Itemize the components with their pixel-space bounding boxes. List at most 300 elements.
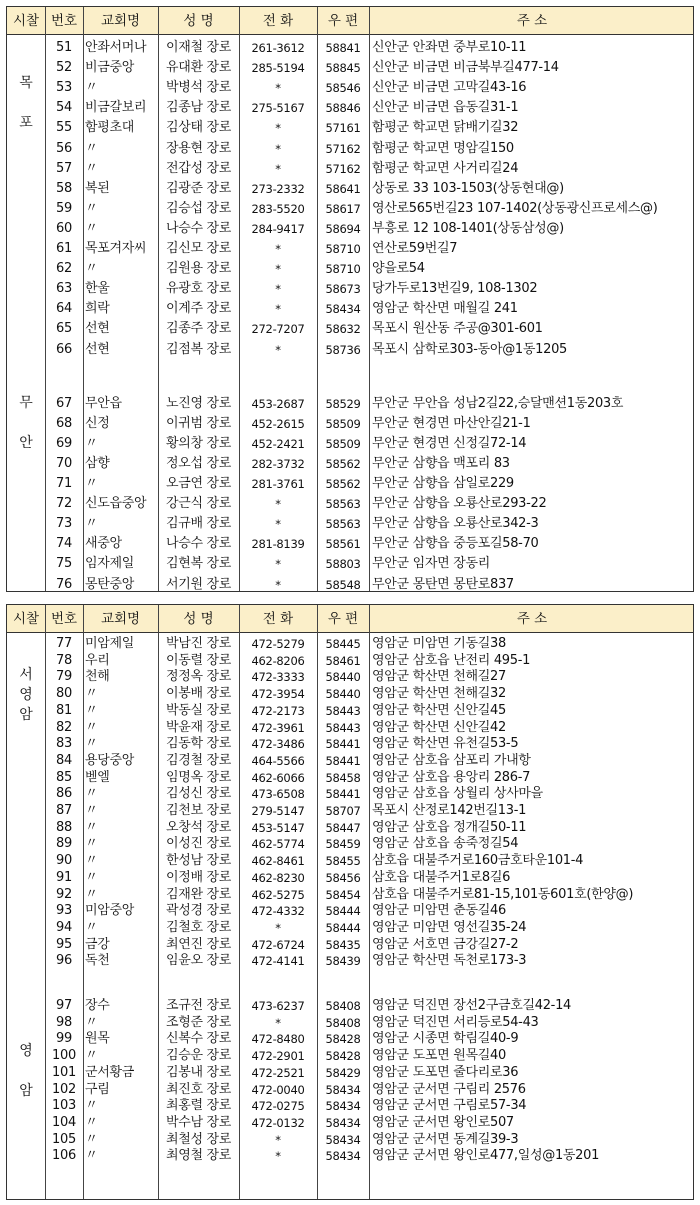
header-zip: 우 편 — [327, 611, 359, 627]
address: 무안군 현경면 마산안길21-1 — [372, 415, 531, 431]
table-row — [7, 903, 693, 920]
header-name: 성 명 — [183, 13, 214, 29]
address: 영암군 도포면 원목길40 — [372, 1048, 506, 1064]
elder-name: 박남진 장로 — [165, 636, 232, 651]
row-number: 84 — [56, 752, 72, 768]
header-name: 성 명 — [183, 611, 214, 627]
table-row — [7, 1065, 693, 1082]
zip-code: 58803 — [325, 557, 361, 572]
zip-code: 58563 — [325, 517, 361, 532]
row-number: 90 — [56, 853, 72, 869]
zip-code: 58641 — [325, 181, 361, 196]
table-row — [7, 786, 693, 803]
phone-number: 472-3961 — [251, 720, 305, 735]
table-header — [7, 605, 693, 633]
row-number: 99 — [56, 1031, 72, 1047]
elder-name: 정오섭 장로 — [165, 455, 232, 471]
table-row — [7, 887, 693, 904]
table-row — [7, 514, 693, 534]
zip-code: 58434 — [325, 1099, 361, 1114]
table-row — [7, 454, 693, 474]
row-number: 98 — [56, 1014, 72, 1030]
address: 영암군 학산면 독천로173-3 — [372, 953, 527, 969]
phone-number: * — [275, 577, 281, 592]
elder-name: 최진호 장로 — [165, 1081, 232, 1097]
row-number: 93 — [56, 903, 72, 919]
address: 목포시 원산동 주공@301-601 — [372, 321, 543, 337]
elder-name: 유대환 장로 — [165, 60, 232, 76]
elder-name: 김동학 장로 — [165, 736, 232, 752]
row-number: 64 — [56, 301, 72, 317]
church-name: 〃 — [85, 160, 98, 176]
row-number: 88 — [56, 819, 72, 835]
elder-name: 나승수 장로 — [165, 220, 232, 236]
church-name: 〃 — [85, 786, 98, 802]
zip-code: 58736 — [325, 342, 361, 357]
church-name: 〃 — [85, 200, 98, 216]
row-number: 57 — [56, 160, 72, 176]
church-name: 〃 — [85, 1098, 98, 1114]
zip-code: 58458 — [325, 770, 361, 785]
church-name: 〃 — [85, 719, 98, 735]
zip-code: 58707 — [325, 804, 361, 818]
row-number: 97 — [56, 998, 72, 1013]
table-row — [7, 159, 693, 179]
table-row — [7, 1082, 693, 1099]
row-number: 105 — [52, 1131, 76, 1147]
region-label: 암 — [19, 707, 33, 723]
table-row — [7, 1148, 693, 1165]
address: 영암군 학산면 신안길45 — [372, 702, 506, 718]
phone-number: 472-2901 — [251, 1049, 305, 1064]
zip-code: 58444 — [325, 920, 361, 935]
elder-name: 조형준 장로 — [165, 1014, 232, 1030]
zip-code: 58441 — [325, 787, 361, 802]
table-row — [7, 98, 693, 118]
directory-table-1 — [6, 6, 694, 592]
church-name: 벧엘 — [85, 769, 110, 785]
row-number: 54 — [56, 100, 72, 116]
zip-code: 58694 — [325, 221, 361, 236]
address: 무안군 몽탄면 몽탄로837 — [372, 576, 514, 592]
elder-name: 장용현 장로 — [165, 140, 232, 156]
address: 무안군 삼향읍 맥포리 83 — [372, 455, 510, 471]
church-name: 〃 — [85, 869, 98, 885]
row-number: 85 — [56, 769, 72, 785]
elder-name: 임윤오 장로 — [165, 953, 232, 969]
church-name: 〃 — [85, 1048, 98, 1064]
phone-number: 472-2173 — [251, 703, 305, 718]
church-name: 용당중앙 — [85, 752, 135, 768]
phone-number: 462-8461 — [251, 854, 305, 869]
table-row — [7, 38, 693, 58]
phone-number: 281-3761 — [251, 477, 305, 491]
zip-code: 58509 — [325, 436, 361, 451]
phone-number: 279-5147 — [251, 804, 305, 818]
row-number: 91 — [56, 869, 72, 885]
church-name: 〃 — [85, 686, 98, 702]
elder-name: 황의창 장로 — [165, 435, 232, 451]
zip-code: 58434 — [325, 1082, 361, 1097]
church-name: 〃 — [85, 736, 98, 752]
table-row — [7, 575, 693, 593]
church-name: 한울 — [85, 281, 110, 297]
table-row — [7, 870, 693, 887]
zip-code: 58562 — [325, 477, 361, 491]
table-row — [7, 58, 693, 78]
zip-code: 58456 — [325, 870, 361, 885]
church-name: 〃 — [85, 1148, 98, 1164]
zip-code: 58435 — [325, 937, 361, 952]
phone-number: 464-5566 — [251, 753, 305, 768]
church-name: 장수 — [85, 998, 110, 1013]
table-row — [7, 998, 693, 1015]
phone-number: 462-5774 — [251, 837, 305, 852]
address: 삼호읍 대불주거1로8길6 — [372, 869, 511, 885]
phone-number: * — [275, 1132, 281, 1147]
row-number: 59 — [56, 200, 72, 216]
zip-code: 58434 — [325, 1115, 361, 1130]
table-row — [7, 836, 693, 853]
phone-number: 285-5194 — [251, 61, 305, 76]
row-number: 96 — [56, 953, 72, 969]
address: 영암군 삼호읍 난전리 495-1 — [372, 652, 531, 668]
table-row — [7, 299, 693, 319]
address: 함평군 학교면 명암길150 — [372, 140, 514, 156]
directory-table-2 — [6, 604, 694, 1200]
church-name: 복된 — [85, 180, 110, 196]
elder-name: 김광준 장로 — [165, 180, 232, 196]
elder-name: 박병석 장로 — [165, 80, 232, 96]
zip-code: 58563 — [325, 497, 361, 512]
zip-code: 58841 — [325, 41, 361, 55]
table-row — [7, 78, 693, 98]
region-label: 영 — [19, 687, 33, 703]
table-row — [7, 686, 693, 703]
zip-code: 58434 — [325, 302, 361, 317]
row-number: 75 — [56, 556, 72, 572]
address: 영암군 서호면 금강길27-2 — [372, 936, 519, 952]
address: 당가두로13번길9, 108-1302 — [372, 281, 538, 297]
zip-code: 58443 — [325, 703, 361, 718]
church-name: 임자제일 — [85, 556, 135, 572]
address: 영암군 삼호읍 삼포리 가내항 — [372, 752, 531, 768]
phone-number: 452-2421 — [251, 436, 305, 451]
elder-name: 김경철 장로 — [165, 752, 232, 768]
church-name: 〃 — [85, 836, 98, 852]
church-name: 〃 — [85, 140, 98, 156]
row-number: 65 — [56, 321, 72, 337]
address: 영암군 삼호읍 상월리 상사마을 — [372, 786, 543, 802]
phone-number: 284-9417 — [251, 221, 305, 236]
address: 무안군 무안읍 성남2길22,승달맨션1동203호 — [372, 395, 624, 411]
phone-number: 282-3732 — [251, 456, 305, 471]
table-row — [7, 554, 693, 574]
phone-number: * — [275, 497, 281, 512]
table-row — [7, 853, 693, 870]
zip-code: 58434 — [325, 1149, 361, 1164]
zip-code: 58845 — [325, 61, 361, 76]
zip-code: 58561 — [325, 537, 361, 552]
row-number: 55 — [56, 120, 72, 136]
church-name: 〃 — [85, 476, 98, 491]
phone-number: 472-8480 — [251, 1032, 305, 1047]
row-number: 80 — [56, 686, 72, 702]
church-name: 천해 — [85, 669, 110, 685]
address: 영암군 군서면 구림리 2576 — [372, 1081, 526, 1097]
zip-code: 58529 — [325, 396, 361, 411]
elder-name: 이봉배 장로 — [165, 686, 232, 702]
table-row — [7, 414, 693, 434]
table-row — [7, 1115, 693, 1132]
table-row — [7, 394, 693, 414]
church-name: 〃 — [85, 853, 98, 869]
church-name: 미암중앙 — [85, 903, 135, 919]
church-name: 선현 — [85, 341, 110, 357]
address: 영암군 군서면 왕인로477,일성@1동201 — [372, 1148, 600, 1164]
elder-name: 김종남 장로 — [165, 100, 232, 116]
elder-name: 김천보 장로 — [165, 803, 232, 818]
address: 상동로 33 103-1503(상동현대@) — [372, 180, 564, 196]
church-name: 〃 — [85, 1131, 98, 1147]
address: 영암군 학산면 신안길42 — [372, 719, 506, 735]
phone-number: 281-8139 — [251, 537, 305, 552]
header-zip: 우 편 — [327, 13, 359, 29]
elder-name: 오금연 장로 — [165, 476, 232, 491]
church-name: 새중앙 — [85, 536, 122, 552]
phone-number: * — [275, 242, 281, 256]
phone-number: 472-0275 — [251, 1099, 305, 1114]
elder-name: 김봉내 장로 — [165, 1064, 232, 1080]
header-number: 번호 — [50, 13, 78, 29]
header-address: 주 소 — [516, 611, 548, 627]
table-row — [7, 219, 693, 239]
row-number: 106 — [52, 1148, 76, 1164]
zip-code: 58548 — [325, 577, 361, 592]
address: 영암군 도포면 줄다리로36 — [372, 1064, 519, 1080]
church-name: 비금갈보리 — [85, 100, 147, 116]
phone-number: 261-3612 — [251, 41, 305, 55]
phone-number: * — [275, 161, 281, 176]
table-header — [7, 7, 693, 35]
address: 신안군 비금면 읍동길31-1 — [372, 100, 519, 116]
zip-code: 58441 — [325, 753, 361, 768]
row-number: 70 — [56, 455, 72, 471]
elder-name: 김원용 장로 — [165, 261, 232, 277]
table-row — [7, 669, 693, 686]
zip-code: 58439 — [325, 954, 361, 969]
address: 영암군 학산면 천해길32 — [372, 686, 506, 702]
table-row — [7, 199, 693, 219]
church-name: 함평초대 — [85, 120, 135, 136]
region-label: 영 — [19, 1043, 33, 1059]
elder-name: 이동렬 장로 — [165, 652, 232, 668]
address: 영암군 삼호읍 정개길50-11 — [372, 819, 527, 835]
elder-name: 노진영 장로 — [165, 395, 232, 411]
phone-number: * — [275, 302, 281, 317]
address: 영암군 덕진면 장선2구금호길42-14 — [372, 998, 572, 1013]
phone-number: 472-2521 — [251, 1065, 305, 1080]
table-row — [7, 736, 693, 753]
row-number: 86 — [56, 786, 72, 802]
elder-name: 곽성경 장로 — [165, 903, 232, 919]
phone-number: * — [275, 557, 281, 572]
table-row — [7, 319, 693, 339]
zip-code: 58546 — [325, 81, 361, 96]
elder-name: 김성신 장로 — [165, 786, 232, 802]
table-row — [7, 494, 693, 514]
church-name: 〃 — [85, 435, 98, 451]
phone-number: 462-6066 — [251, 770, 305, 785]
phone-number: * — [275, 342, 281, 357]
row-number: 71 — [56, 476, 72, 491]
row-number: 62 — [56, 261, 72, 277]
zip-code: 58562 — [325, 456, 361, 471]
elder-name: 전갑성 장로 — [165, 160, 232, 176]
address: 영암군 미암면 기동길38 — [372, 636, 506, 651]
header-church: 교회명 — [100, 611, 141, 627]
zip-code: 58673 — [325, 282, 361, 297]
row-number: 53 — [56, 80, 72, 96]
phone-number: 473-6237 — [251, 999, 305, 1013]
phone-number: 453-5147 — [251, 820, 305, 835]
elder-name: 김철호 장로 — [165, 919, 232, 935]
header-region: 시찰 — [12, 611, 40, 627]
church-name: 〃 — [85, 803, 98, 818]
address: 연산로59번길7 — [372, 241, 458, 256]
row-number: 89 — [56, 836, 72, 852]
church-name: 독천 — [85, 953, 110, 969]
address: 영암군 삼호읍 송죽정길54 — [372, 836, 519, 852]
church-name: 〃 — [85, 516, 98, 532]
row-number: 83 — [56, 736, 72, 752]
table-row — [7, 534, 693, 554]
church-name: 미암제일 — [85, 636, 135, 651]
zip-code: 58428 — [325, 1032, 361, 1047]
address: 양을로54 — [372, 261, 425, 277]
zip-code: 58632 — [325, 322, 361, 337]
address: 영암군 학산면 천해길27 — [372, 669, 506, 685]
zip-code: 58710 — [325, 242, 361, 256]
elder-name: 강근식 장로 — [165, 496, 232, 512]
elder-name: 조규전 장로 — [165, 998, 232, 1013]
elder-name: 최홍렬 장로 — [165, 1098, 232, 1114]
row-number: 81 — [56, 702, 72, 718]
row-number: 56 — [56, 140, 72, 156]
phone-number: 472-3333 — [251, 670, 305, 685]
row-number: 58 — [56, 180, 72, 196]
region-label: 무 — [19, 395, 33, 411]
address: 함평군 학교면 사거리길24 — [372, 160, 519, 176]
church-name: 신정 — [85, 415, 110, 431]
elder-name: 이재철 장로 — [165, 40, 232, 55]
table-row — [7, 720, 693, 737]
phone-number: 462-8230 — [251, 870, 305, 885]
address: 영암군 미암면 영선길35-24 — [372, 919, 527, 935]
header-phone: 전 화 — [262, 611, 294, 627]
church-name: 군서황금 — [85, 1064, 135, 1080]
church-name: 무안읍 — [85, 395, 122, 411]
table-row — [7, 259, 693, 279]
row-number: 102 — [52, 1081, 76, 1097]
phone-number: * — [275, 920, 281, 935]
zip-code: 58429 — [325, 1065, 361, 1080]
table-row — [7, 474, 693, 494]
address: 함평군 학교면 닭배기길32 — [372, 120, 519, 136]
table-row — [7, 753, 693, 770]
zip-code: 58710 — [325, 262, 361, 277]
table-row — [7, 1015, 693, 1032]
row-number: 78 — [56, 652, 72, 668]
phone-number: 472-4141 — [251, 954, 305, 969]
elder-name: 김재완 장로 — [165, 886, 232, 902]
phone-number: 473-6508 — [251, 787, 305, 802]
table-body — [7, 36, 693, 591]
phone-number: 472-6724 — [251, 937, 305, 952]
address: 신안군 비금면 비금북부길477-14 — [372, 60, 559, 76]
elder-name: 유광호 장로 — [165, 281, 232, 297]
row-number: 74 — [56, 536, 72, 552]
phone-number: * — [275, 282, 281, 297]
elder-name: 한성남 장로 — [165, 853, 232, 869]
address: 영암군 군서면 왕인로507 — [372, 1114, 514, 1130]
zip-code: 58455 — [325, 854, 361, 869]
row-number: 95 — [56, 936, 72, 952]
table-row — [7, 139, 693, 159]
church-name: 목포겨자씨 — [85, 241, 147, 256]
table-row — [7, 636, 693, 653]
row-number: 103 — [52, 1098, 76, 1114]
header-church: 교회명 — [100, 13, 141, 29]
header-region: 시찰 — [12, 13, 40, 29]
table-row — [7, 1048, 693, 1065]
address: 신안군 안좌면 중부로10-11 — [372, 40, 527, 55]
region-label: 목 — [19, 75, 33, 91]
zip-code: 57162 — [325, 161, 361, 176]
table-body — [7, 634, 693, 1199]
elder-name: 이정배 장로 — [165, 869, 232, 885]
table-row — [7, 1098, 693, 1115]
elder-name: 김신모 장로 — [165, 241, 232, 256]
church-name: 몽탄중앙 — [85, 576, 135, 592]
elder-name: 서기원 장로 — [165, 576, 232, 592]
phone-number: 462-8206 — [251, 653, 305, 668]
row-number: 77 — [56, 636, 72, 651]
phone-number: 275-5167 — [251, 101, 305, 116]
church-name: 희락 — [85, 301, 110, 317]
table-row — [7, 179, 693, 199]
elder-name: 김승운 장로 — [165, 1048, 232, 1064]
table-row — [7, 937, 693, 954]
address: 무안군 임자면 장동리 — [372, 556, 490, 572]
row-number: 94 — [56, 919, 72, 935]
row-number: 100 — [52, 1048, 76, 1064]
region-label: 서 — [19, 667, 33, 683]
elder-name: 임명옥 장로 — [165, 769, 232, 785]
elder-name: 박수남 장로 — [165, 1114, 232, 1130]
row-number: 69 — [56, 435, 72, 451]
region-label: 안 — [19, 435, 33, 451]
phone-number: * — [275, 262, 281, 277]
elder-name: 김승섭 장로 — [165, 200, 232, 216]
phone-number: 452-2615 — [251, 416, 305, 431]
row-number: 72 — [56, 496, 72, 512]
elder-name: 김규배 장로 — [165, 516, 232, 532]
address: 영산로565번길23 107-1402(상동광신프로세스@) — [372, 200, 658, 216]
elder-name: 이계주 장로 — [165, 301, 232, 317]
address: 영암군 군서면 동계길39-3 — [372, 1131, 519, 1147]
row-number: 73 — [56, 516, 72, 532]
